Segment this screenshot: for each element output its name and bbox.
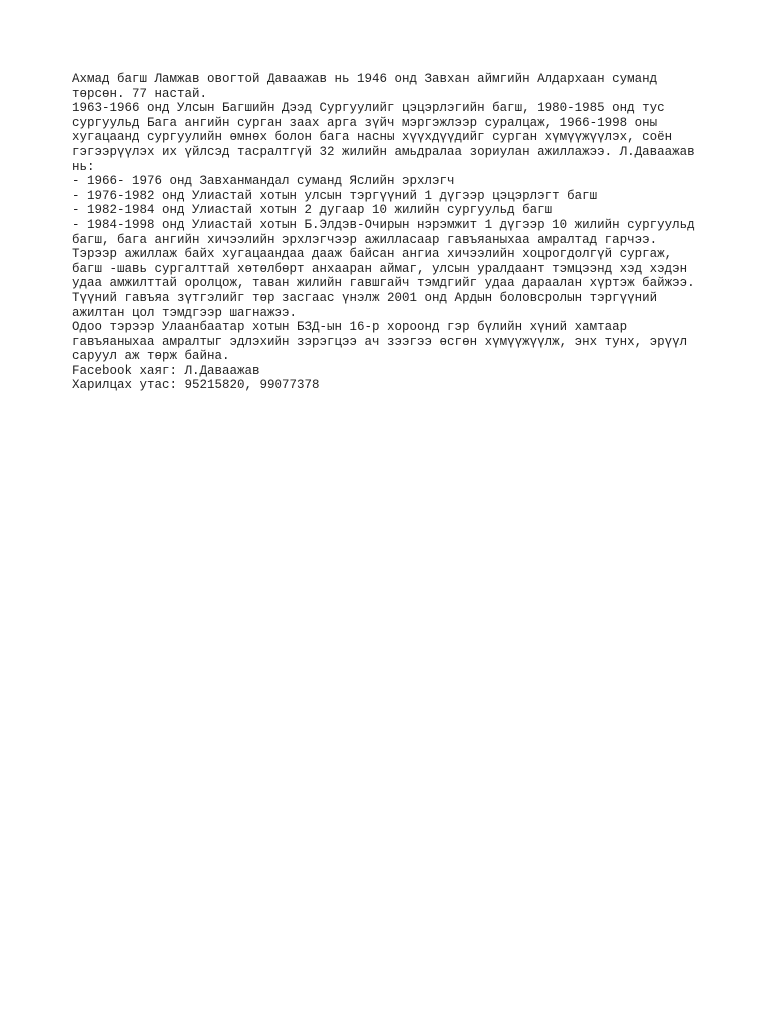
list-item: - 1966- 1976 онд Завханмандал суманд Яслийн эрхлэгч [72,174,455,189]
text-line: багш, бага ангийн хичээлийн эрхлэгчээр ажилласаар гавъяаныхаа амралтад гарчээ. [72,232,658,247]
text-line: сургуульд Бага ангийн сурган заах арга зүйч мэргэжлээр суралцаж, 1966-1998 оны [72,115,658,130]
text-line: гэгээрүүлэх их үйлсэд тасралтгүй 32 жилийн амьдралаа зориулан ажиллажээ. Л.Даваажав [72,144,695,159]
text-line: төрсөн. 77 настай. [72,86,208,101]
text-line: 1963-1966 онд Улсын Багшийн Дээд Сургуулийг цэцэрлэгийн багш, 1980-1985 онд тус [72,101,665,116]
text-line: Түүний гавъяа зүтгэлийг төр засгаас үнэлж 2001 онд Ардын боловсролын тэргүүний [72,290,658,305]
text-line: нь: [72,159,95,174]
text-line: ажилтан цол тэмдгээр шагнажээ. [72,305,298,320]
text-line: Ахмад багш Ламжав овогтой Даваажав нь 1946 онд Завхан аймгийн Алдархаан суманд [72,72,658,86]
text-line: Одоо тэрээр Улаанбаатар хотын БЗД-ын 16-р хороонд гэр бүлийн хүний хамтаар [72,320,628,335]
list-item: - 1982-1984 онд Улиастай хотын 2 дугаар 10 жилийн сургуульд багш [72,203,553,218]
text-line: багш -шавь сургалттай хөтөлбөрт анхааран аймаг, улсын уралдаант тэмцээнд хэд хэдэн [72,261,688,276]
facebook-contact: Facebook хаяг: Л.Даваажав [72,363,260,378]
text-line: Тэрээр ажиллаж байх хугацаандаа дааж байсан ангиа хичээлийн хоцрогдолгүй сургаж, [72,247,673,262]
text-line: удаа амжилттай оролцож, таван жилийн гавшгайч тэмдгийг удаа дараалан хүртэж байжээ. [72,276,695,291]
document-body [72,72,712,393]
phone-contact: Харилцах утас: 95215820, 99077378 [72,378,320,393]
list-item: - 1984-1998 онд Улиастай хотын Б.Элдэв-Очирын нэрэмжит 1 дүгээр 10 жилийн сургуульд [72,217,695,232]
text-line: гавъяаныхаа амралтыг эдлэхийн зэрэгцээ ач зээгээ өсгөн хүмүүжүүлж, энх тунх, эрүүл [72,334,688,349]
text-line: хугацаанд сургуулийн өмнөх болон бага насны хүүхдүүдийг сурган хүмүүжүүлэх, соён [72,130,673,145]
list-item: - 1976-1982 онд Улиастай хотын улсын тэргүүний 1 дүгээр цэцэрлэгт багш [72,188,598,203]
text-line: саруул аж төрж байна. [72,349,230,364]
